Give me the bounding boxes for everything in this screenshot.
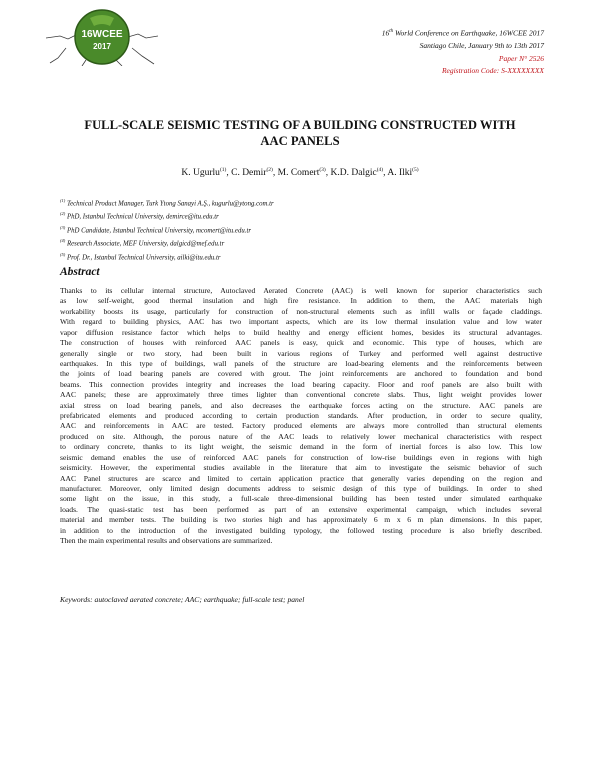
author-name: A. Ilki [387,168,413,179]
affiliation-text: PhD Candidate, Istanbul Technical University, mcomert@itu.edu.tr [65,227,251,235]
paper-title-line1: FULL-SCALE SEISMIC TESTING OF A BUILDING CONSTRUCTED WITH [84,118,516,132]
abstract-line: as low self-weight, good thermal insulation and high fire resistance. In addition to them, the AAC materials high [60,296,542,306]
author-separator: , [226,168,232,179]
abstract-line: AAC Panel structures are scarce and limited to certain application practice that generally varies depending on the region and [60,473,542,483]
abstract-line: produced on site. Although, the porous nature of the AAC leads to relatively lower mechanical characteristics with respect [60,431,542,441]
author-name: C. Demir [231,168,267,179]
affiliation-item [60,236,274,249]
author-affiliation-ref: (5) [412,167,419,173]
abstract-line: With regard to building physics, AAC has two important aspects, which are its low thermal insulation value and low water [60,317,542,327]
author-affiliation-ref: (3) [319,167,326,173]
abstract-line: axial stress on load bearing panels, and also decreases the earthquake forces acting on the structure. AAC panels are [60,400,542,410]
abstract-line: some light on the issue, in this study, a full-scale three-dimensional building has been tested under simulated earthquake [60,494,542,504]
logo-text-line1: 16WCEE [81,29,123,40]
author-affiliation-ref: (4) [376,167,384,173]
author-affiliation-ref: (1) [219,167,227,173]
affiliation-ref: (4) [60,238,66,244]
abstract-line: to ordinary concrete, thanks to its light weight, the seismic demand in the form of inertial forces is also low. This low [60,442,542,452]
abstract-line: beams. This connection provides integrity and increases the load bearing capacity. Floor and roof panels are also built with [60,379,542,389]
author-name: M. Comert [277,168,320,179]
abstract-line: earthquakes. In this type of buildings, wall panels of the structure are load-bearing elements and the reinforcements between [60,358,542,368]
conference-location: Santiago Chile, January 9th to 13th 2017 [419,41,544,50]
author-name: K.D. Dalgic [330,168,377,179]
abstract-line: AAC panels; these are approximately three times lighter than conventional concrete slabs. Thus, light weight provides lower [60,390,542,400]
abstract-line: workability boosts its usage, particularly for construction of non-structural elements such as infill walls or façade claddings. [60,306,542,316]
abstract-line: the joints of load bearing panels are covered with grout. The joint reinforcements are anchored to foundation and bond [60,369,542,379]
affiliation-ref: (1) [60,198,66,203]
affiliation-text: Research Associate, MEF University, dalgicd@mef.edu.tr [65,240,225,248]
paper-title [60,117,540,149]
abstract-line: seismic demand enables the use of reinforced AAC panels for construction of low-rise buildings even in regions with high [60,452,542,462]
affiliation-text: Prof. Dr., Istanbul Technical University, ailki@itu.edu.tr [65,254,221,262]
author-name: K. Ugurlu [181,168,220,179]
registration-code: Registration Code: S-XXXXXXXX [441,66,544,75]
abstract-body [60,286,542,547]
affiliation-ref: (5) [60,251,66,257]
abstract-line: The construction of houses with reinforced AAC panels is easy, quick and economic. This type of houses, which are [60,338,542,348]
conference-name: 16th World Conference on Earthquake, 16WCEE 2017 [381,28,544,38]
abstract-line: generally single or two story, had been built in various regions of Turkey and performed well against destructive [60,348,542,358]
paper-title-line2: AAC PANELS [260,134,340,148]
affiliation-item [60,223,274,236]
affiliation-text: Technical Product Manager, Turk Ytong Sanayi A.Ş., kugurlu@ytong.com.tr [65,200,274,208]
affiliation-item [60,196,274,209]
abstract-line: loads. The quasi-static test has been performed as part of an extensive experimental campaign, which includes several [60,504,542,514]
affiliation-ref: (2) [60,211,66,217]
affiliation-text: PhD, Istanbul Technical University, demirce@itu.edu.tr [65,213,219,221]
abstract-line: AAC and reinforcements in AAC are tested. Factory produced elements are always more controlled than structural elements [60,421,542,431]
author-separator: , [272,168,278,179]
abstract-line: seismicity. However, the experimental studies available in the literature that aim to investigate the seismic behavior of such [60,463,542,473]
abstract-heading: Abstract [60,266,100,278]
abstract-line: Thanks to its cellular internal structure, Autoclaved Aerated Concrete (AAC) is well known for superior characteristics such [60,286,542,295]
keywords: Keywords: autoclaved aerated concrete; AAC; earthquake; full-scale test; panel [60,595,305,604]
abstract-line: in addition to the introduction of the investigated building typology, the followed testing procedure is also briefly described. [60,525,542,535]
abstract-line: prefabricated elements and produced according to certain production standards. After production, in order to secure quality, [60,411,542,421]
abstract-line: Then the main experimental results and observations are summarized. [60,536,273,546]
conference-header [382,26,544,78]
affiliation-item [60,209,274,222]
abstract-line: vapor diffusion resistance factor which helps to build healthy and energy efficient homes, besides its structural advantages. [60,327,542,337]
conference-logo-icon [46,8,158,66]
affiliation-list [60,196,274,263]
author-separator: , [325,168,331,179]
author-list [60,167,540,178]
paper-number: Paper N° 2526 [498,53,544,63]
affiliation-item [60,250,274,263]
author-affiliation-ref: (2) [266,167,273,173]
abstract-line: material and member tests. The building is two stories high and has approximately 6 m x 6 m plan dimensions. In this paper, [60,515,542,525]
affiliation-ref: (3) [60,224,66,230]
logo-text-line2: 2017 [93,42,111,51]
author-separator: , [383,168,388,179]
abstract-line: manufacturer. Moreover, only limited design documents address to seismic design of this type of buildings. In order to shed [60,484,542,494]
